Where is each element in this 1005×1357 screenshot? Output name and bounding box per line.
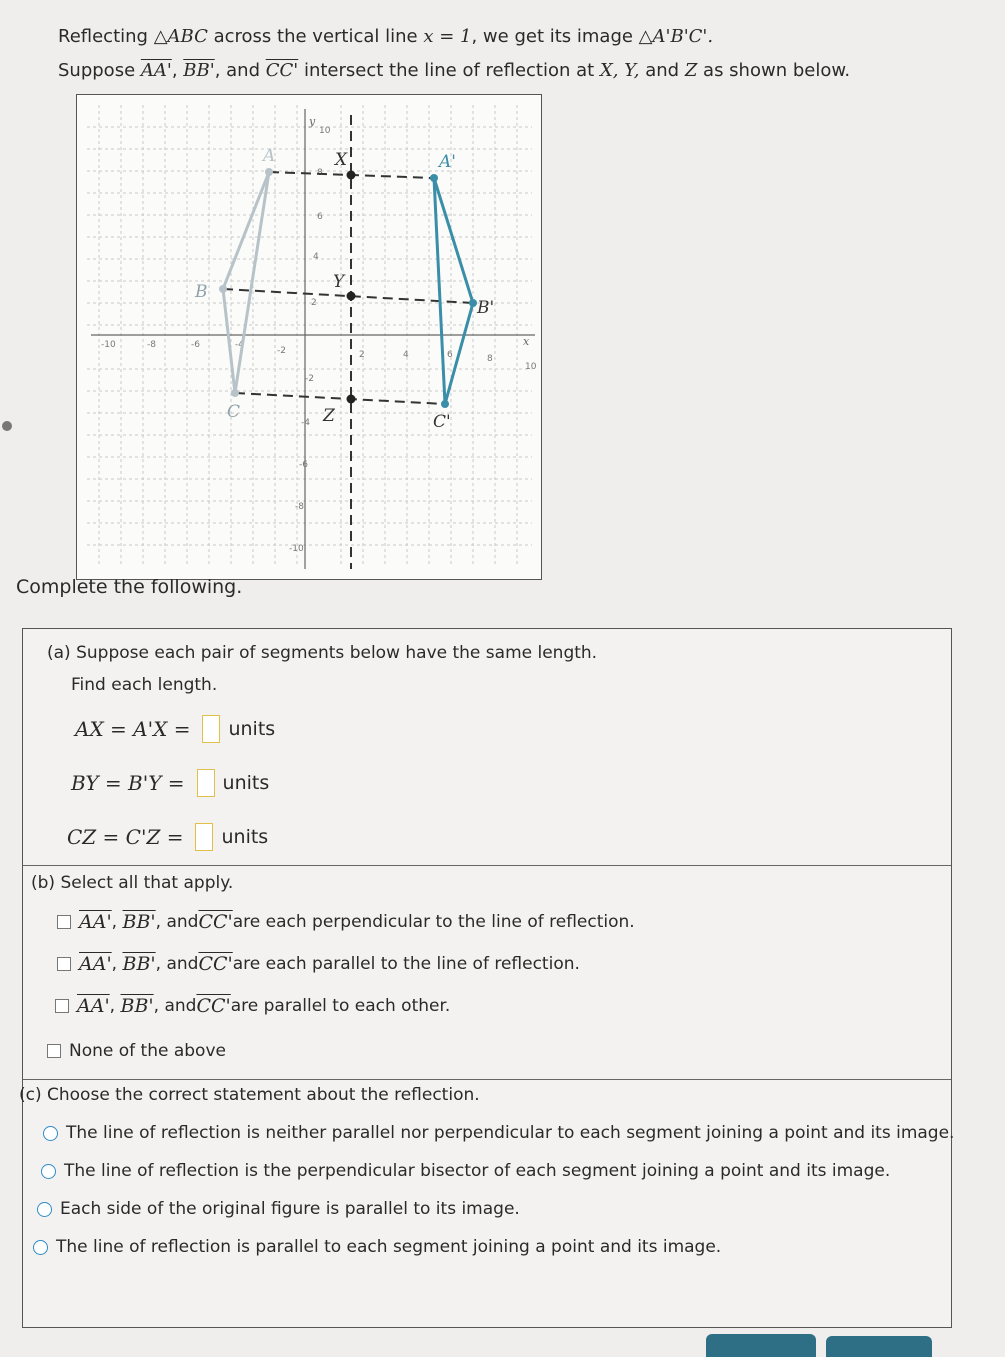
y-tick-label: -10 (289, 544, 304, 554)
radio-button[interactable] (41, 1164, 56, 1179)
x-axis-label: x (523, 335, 530, 348)
y-tick-label: 10 (319, 126, 331, 136)
radio-option-parallel[interactable]: The line of reflection is parallel to each segment joining a point and its image. (33, 1237, 721, 1257)
radio-option-neither[interactable]: The line of reflection is neither parallel nor perpendicular to each segment joining a point and its image. (43, 1123, 954, 1143)
part-b-title: (b) Select all that apply. (31, 873, 234, 893)
radio-option-sides-parallel[interactable]: Each side of the original figure is parallel to its image. (37, 1199, 520, 1219)
radio-option-perpendicular-bisector[interactable]: The line of reflection is the perpendicular bisector of each segment joining a point and its image. (41, 1161, 890, 1181)
label-c-prime: C' (433, 412, 451, 432)
checkbox[interactable] (57, 915, 71, 929)
complete-label: Complete the following. (16, 576, 243, 598)
y-tick-label: -2 (305, 374, 314, 384)
label-b: B (195, 282, 208, 302)
coordinate-graph (76, 94, 542, 580)
triangle-a-prime-b-prime-c-prime (434, 178, 473, 404)
length-row-cz: CZ = C'Z = units (67, 825, 269, 849)
y-tick-label: -4 (301, 418, 310, 428)
label-a-prime: A' (439, 152, 456, 172)
triangle-abc (223, 172, 269, 393)
checkbox-option-parallel-to-line[interactable]: AA' , BB' , and CC' are each parallel to the line of reflection. (57, 953, 580, 975)
part-a-subtitle: Find each length. (71, 675, 218, 695)
part-b-divider (23, 865, 951, 866)
length-row-ax: AX = A'X = units (75, 717, 276, 741)
checkbox[interactable] (57, 957, 71, 971)
problem-intro (58, 20, 850, 88)
radio-button[interactable] (37, 1202, 52, 1217)
y-tick-label: 6 (317, 212, 323, 222)
y-tick-label: 2 (311, 298, 317, 308)
x-tick-label: -10 (101, 340, 116, 350)
x-tick-label: -8 (147, 340, 156, 350)
checkbox[interactable] (47, 1044, 61, 1058)
x-tick-label: -2 (277, 346, 286, 356)
label-y: Y (333, 272, 345, 292)
x-tick-label: 8 (487, 354, 493, 364)
y-tick-label: 4 (313, 252, 319, 262)
y-tick-label: -8 (295, 502, 304, 512)
y-tick-label: -6 (299, 460, 308, 470)
checkbox-option-perpendicular[interactable]: AA' , BB' , and CC' are each perpendicular to the line of reflection. (57, 911, 635, 933)
intro-line-2: Suppose AA', BB', and CC' intersect the line of reflection at X, Y, and Z as shown below. (58, 60, 851, 81)
x-tick-label: 2 (359, 350, 365, 360)
length-row-by: BY = B'Y = units (71, 771, 270, 795)
x-tick-label: -6 (191, 340, 200, 350)
checkbox-option-parallel-each-other[interactable]: AA' , BB' , and CC' are parallel to each other. (55, 995, 450, 1017)
checkbox-option-none[interactable]: None of the above (47, 1041, 226, 1061)
radio-button[interactable] (43, 1126, 58, 1141)
x-tick-label: 4 (403, 350, 409, 360)
label-x: X (335, 150, 348, 170)
label-a: A (263, 146, 276, 166)
label-z: Z (323, 406, 335, 426)
part-c-divider (23, 1079, 951, 1080)
check-button[interactable] (706, 1334, 816, 1357)
x-tick-label: 6 (447, 350, 453, 360)
part-a-title: (a) Suppose each pair of segments below have the same length. (47, 643, 598, 663)
label-b-prime: B' (477, 298, 495, 318)
intro-line-1: Reflecting △ABC across the vertical line x = 1, we get its image △A'B'C'. (58, 26, 714, 47)
graph-svg (77, 95, 541, 579)
y-axis-label: y (309, 115, 316, 128)
x-tick-label: 10 (525, 362, 537, 372)
tick-labels (101, 126, 537, 554)
checkbox[interactable] (55, 999, 69, 1013)
radio-button[interactable] (33, 1240, 48, 1255)
answer-input-by[interactable] (197, 769, 215, 797)
answer-input-ax[interactable] (202, 715, 220, 743)
question-panel (19, 628, 955, 1328)
x-tick-label: -4 (235, 340, 244, 350)
label-c: C (227, 402, 241, 422)
bullet-dot (2, 421, 12, 431)
part-c-title: (c) Choose the correct statement about the reflection. (19, 1085, 480, 1105)
answer-input-cz[interactable] (195, 823, 213, 851)
save-button[interactable] (826, 1336, 932, 1357)
